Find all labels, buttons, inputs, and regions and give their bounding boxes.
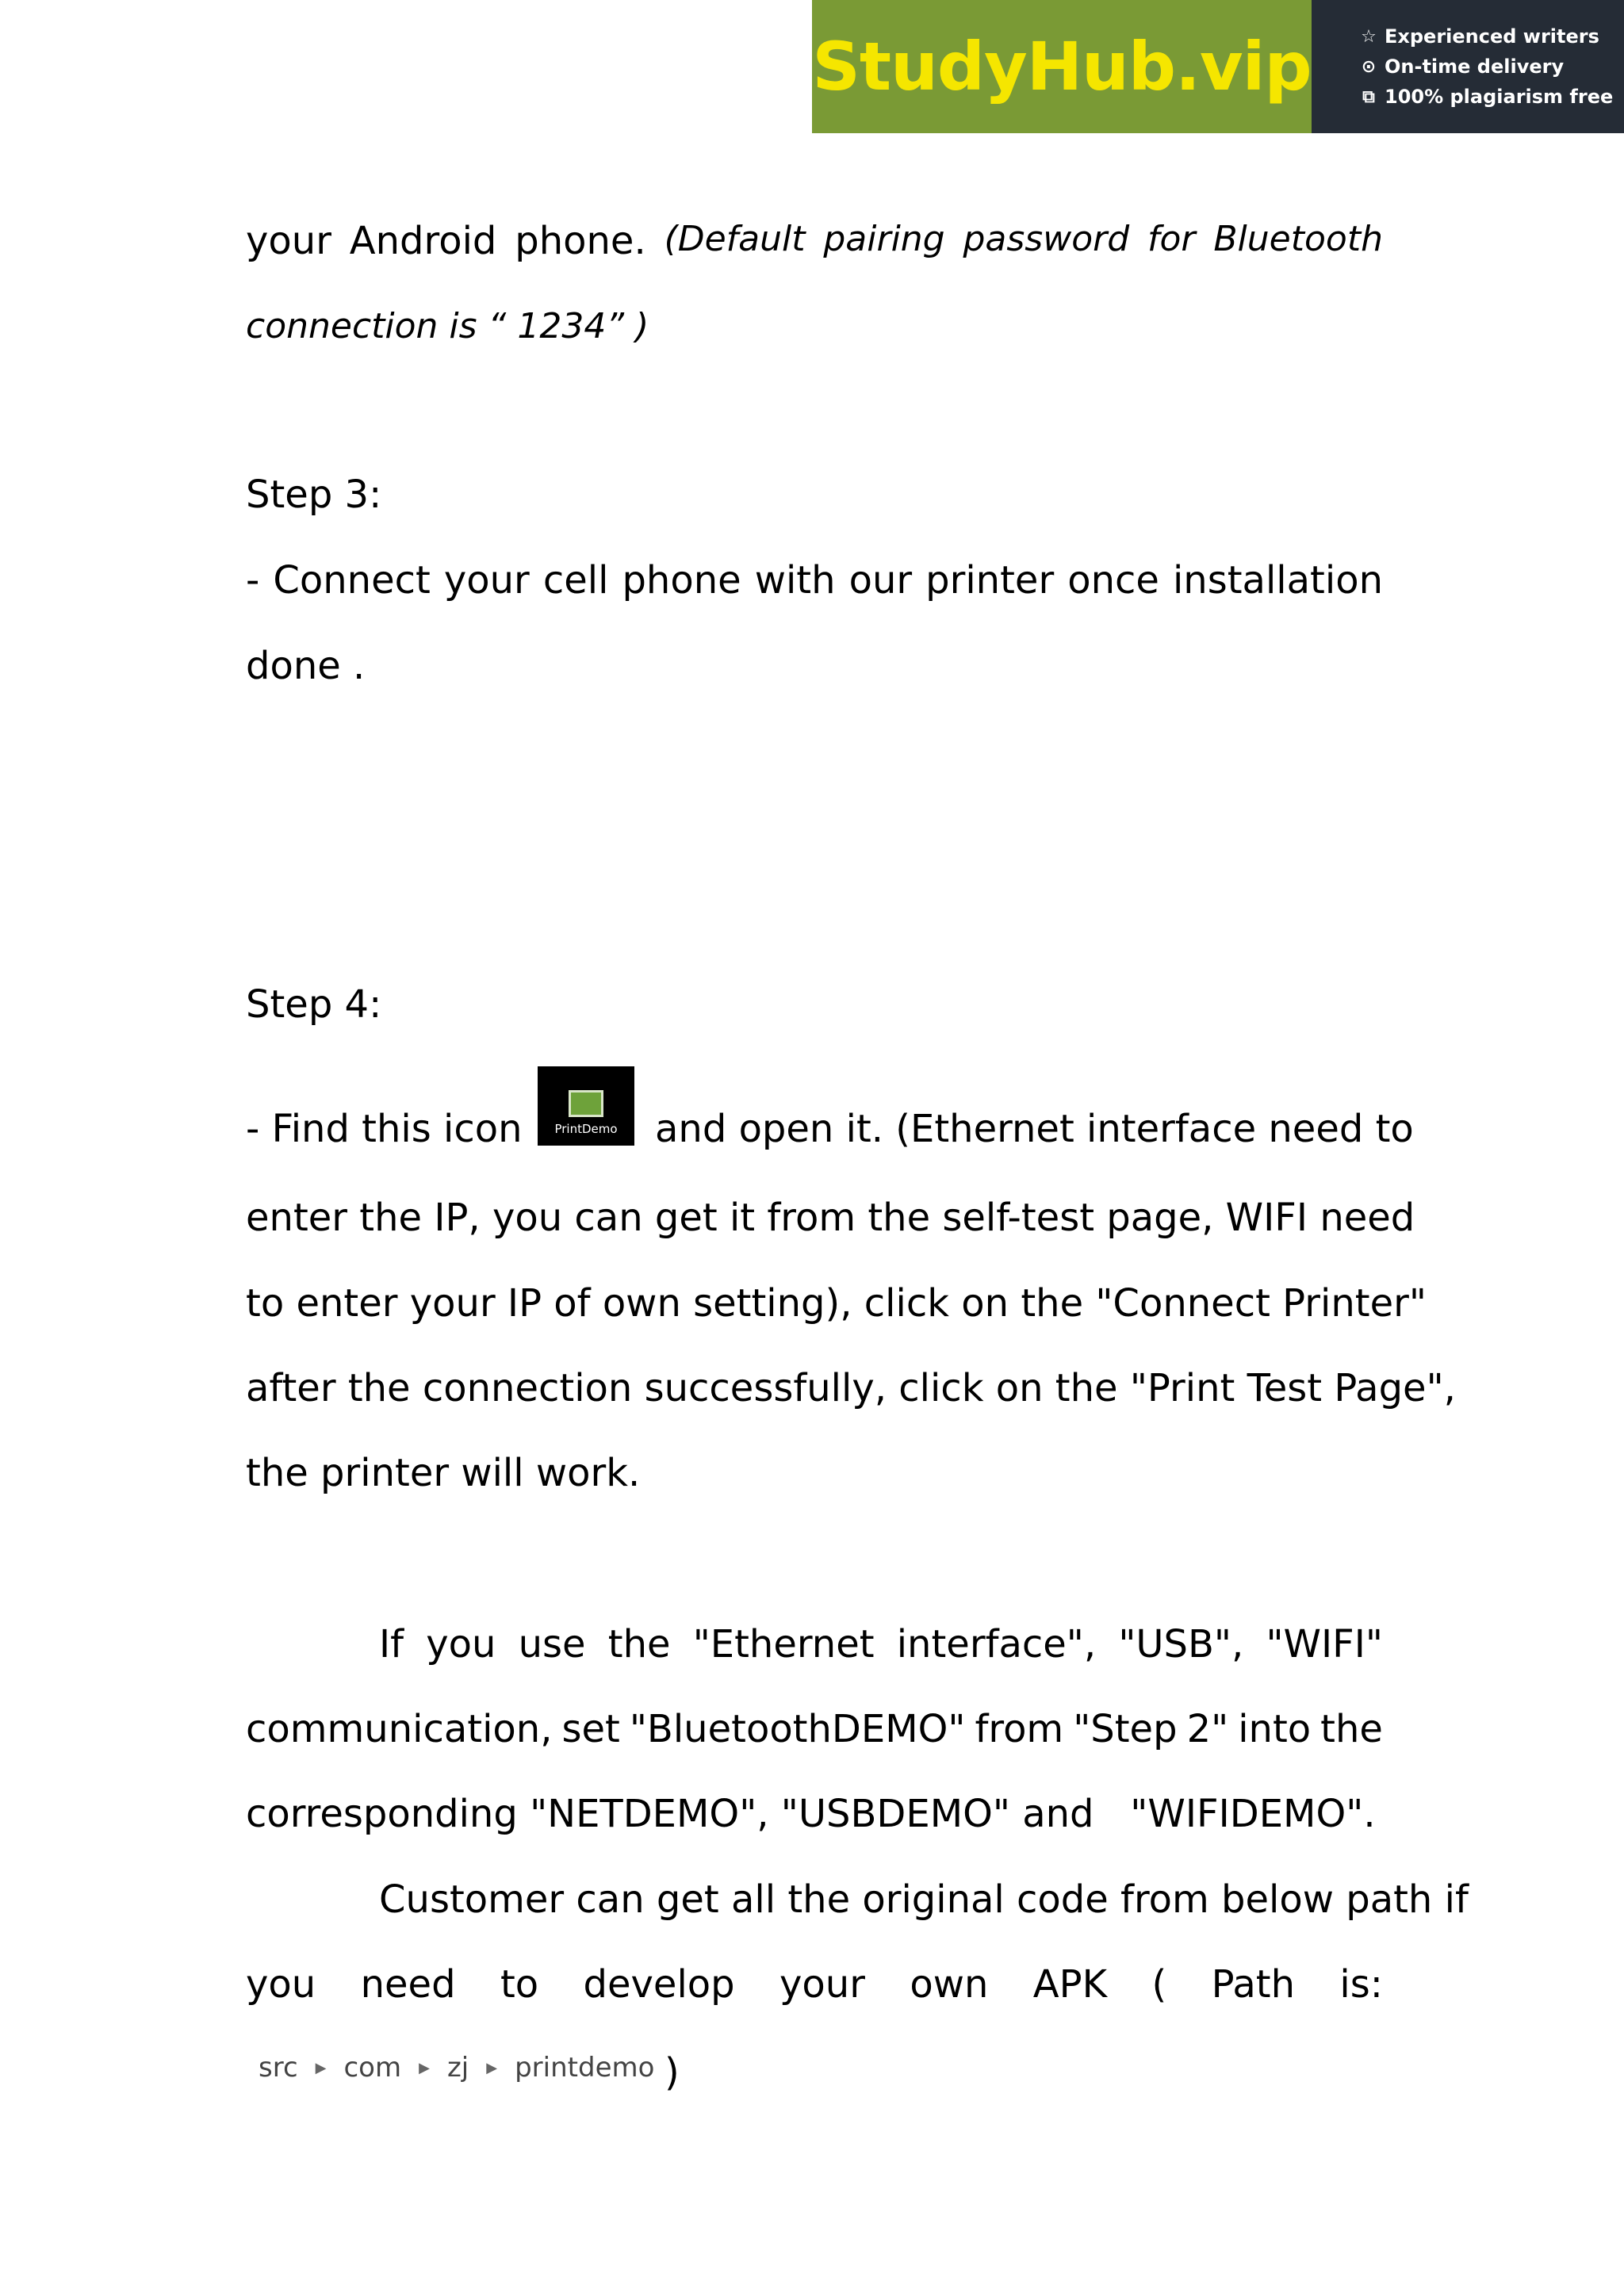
- paragraph-line: [246, 1962, 1383, 2007]
- word: your: [246, 219, 331, 263]
- paragraph-line: [246, 1707, 1383, 1751]
- feature-item: [1359, 25, 1624, 48]
- word: "Ethernet: [692, 1622, 875, 1667]
- path-segment: zj: [446, 2052, 469, 2084]
- word: "BluetoothDEMO": [629, 1707, 966, 1751]
- step-heading: Step 3:: [246, 473, 382, 517]
- word: your: [443, 558, 530, 603]
- word: once: [1067, 558, 1159, 603]
- paragraph-line: and open it. (Ethernet interface need to: [655, 1107, 1414, 1151]
- printdemo-app-icon: [538, 1066, 634, 1146]
- word: If: [379, 1622, 404, 1667]
- word: your: [779, 1962, 865, 2007]
- paragraph-line: the printer will work.: [246, 1451, 641, 1495]
- word: is:: [1339, 1962, 1383, 2007]
- word: "WIFI": [1266, 1622, 1383, 1667]
- paragraph-line: [246, 558, 1383, 603]
- paragraph-line: [379, 1622, 1383, 1667]
- step-heading: Step 4:: [246, 982, 382, 1027]
- paragraph-line: corresponding "NETDEMO", "USBDEMO" and "WIFIDEMO".: [246, 1792, 1376, 1836]
- word: pairing: [823, 219, 945, 259]
- word: (Default: [664, 219, 806, 259]
- brand-logo[interactable]: [812, 0, 1312, 133]
- word: into: [1238, 1707, 1312, 1751]
- word: from: [975, 1707, 1064, 1751]
- clock-icon: ⊙: [1361, 56, 1377, 77]
- word: for: [1147, 219, 1196, 259]
- studyhub-banner[interactable]: [812, 0, 1624, 133]
- word: own: [910, 1962, 989, 2007]
- app-icon-label: PrintDemo: [554, 1122, 618, 1136]
- feature-text: 100% plagiarism free: [1385, 86, 1614, 108]
- chevron-right-icon: ▶: [486, 2059, 498, 2076]
- word: 2": [1186, 1707, 1229, 1751]
- word: communication,: [246, 1707, 553, 1751]
- word: the: [607, 1622, 671, 1667]
- word: Bluetooth: [1213, 219, 1383, 259]
- word: printer: [925, 558, 1055, 603]
- copy-icon: ⧉: [1362, 86, 1375, 107]
- star-icon: ☆: [1361, 26, 1377, 47]
- word: installation: [1172, 558, 1383, 603]
- word: use: [518, 1622, 586, 1667]
- feature-list: [1312, 0, 1624, 133]
- app-art-icon: [569, 1090, 603, 1117]
- word: develop: [583, 1962, 735, 2007]
- text-segment: - Find this icon: [246, 1107, 523, 1151]
- word: "USB",: [1118, 1622, 1244, 1667]
- word: you: [426, 1622, 496, 1667]
- path-segment: printdemo: [515, 2052, 655, 2084]
- feature-text: Experienced writers: [1385, 25, 1599, 48]
- path-segment: src: [259, 2052, 298, 2084]
- word: set: [561, 1707, 620, 1751]
- paragraph-line: done .: [246, 644, 366, 688]
- word: need: [360, 1962, 456, 2007]
- feature-text: On-time delivery: [1385, 55, 1565, 78]
- word: Android: [349, 219, 497, 263]
- paragraph-line: enter the IP, you can get it from the self-test page, WIFI need: [246, 1196, 1415, 1240]
- word: password: [963, 219, 1130, 259]
- feature-item: [1359, 86, 1624, 108]
- word: with: [754, 558, 836, 603]
- word: phone: [622, 558, 741, 603]
- word: Path: [1211, 1962, 1296, 2007]
- word: (: [1151, 1962, 1167, 2007]
- word: "Step: [1073, 1707, 1178, 1751]
- paragraph-line: after the connection successfully, click on the "Print Test Page",: [246, 1366, 1456, 1410]
- path-breadcrumb: [259, 2052, 654, 2084]
- chevron-right-icon: ▶: [419, 2059, 430, 2076]
- word: the: [1320, 1707, 1383, 1751]
- paragraph-line: Customer can get all the original code from below path if: [379, 1877, 1469, 1922]
- feature-item: [1359, 55, 1624, 78]
- paragraph-line: connection is “ 1234” ): [246, 306, 649, 346]
- brand-logo-text: StudyHub.vip: [812, 28, 1312, 105]
- word: cell: [542, 558, 609, 603]
- word: APK: [1032, 1962, 1108, 2007]
- word: phone.: [515, 219, 646, 263]
- word: Connect: [273, 558, 431, 603]
- path-segment: com: [343, 2052, 402, 2084]
- word: -: [246, 558, 260, 603]
- paragraph-line: [246, 219, 1383, 263]
- closing-paren: ): [665, 2050, 680, 2095]
- paragraph-line: to enter your IP of own setting), click on the "Connect Printer": [246, 1281, 1427, 1326]
- chevron-right-icon: ▶: [315, 2059, 327, 2076]
- word: you: [246, 1962, 316, 2007]
- word: our: [848, 558, 913, 603]
- word: interface",: [896, 1622, 1097, 1667]
- word: to: [500, 1962, 539, 2007]
